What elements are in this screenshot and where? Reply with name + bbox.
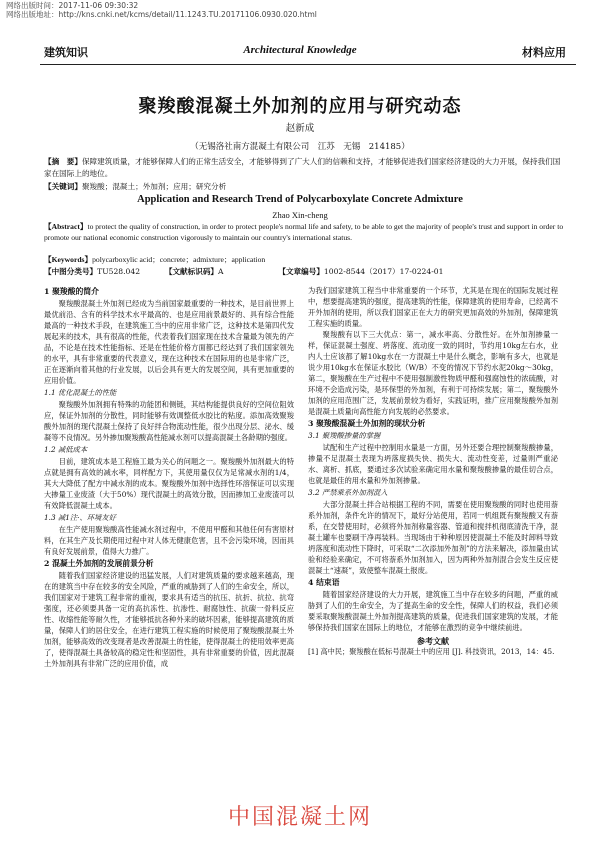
paragraph: 试配和生产过程中控制用水量是一方面，另外还要合理控制聚羧酸掺量，掺量不足混凝土表现为坍落度损失快、损失大、流动性变差，过量则严重泌水、离析、抓底，要通过多次试验来确定用水量和聚羧酸掺量的最佳切合点，也就是最佳的用水量和外加剂掺量。: [308, 443, 558, 485]
keywords-cn: [44, 181, 564, 192]
keywords-en-label: 【Keywords】: [44, 255, 93, 264]
header-rule: [40, 64, 576, 65]
publish-time: 网络出版时间：2017-11-06 09:30:32: [6, 1, 139, 10]
section-name: 材料应用: [522, 46, 566, 59]
paragraph: 大部分混凝土拌合站根据工程的不同，需要在使用聚羧酸的同时也使用萘系外加剂，条件允许的情况下，最好分站使用，若同一机组既有聚羧酸又有萘系，在交替使用时，必须将外加剂称量容器、管道和搅拌机彻底清洗干净，混凝土罐车也要刷干净再装料。当现场由于种种原因使混凝土不能及时卸料导致坍落度和流动性下降时，可采取“二次添加外加剂”的方法来解决，添加量由试验和经验来确定，不可将萘系外加剂加入，因为两种外加剂混合会发生反应使混凝土“速凝”，致使整车混凝土报废。: [308, 500, 558, 575]
affiliation: （无锡洛社南方混凝土有限公司 江苏 无锡 214185）: [190, 142, 410, 152]
paragraph: 在生产使用聚羧酸高性能减水剂过程中，不使用甲醛和其他任何有害原材料，在其生产及长期使用过程中对人体无健康危害，且不会污染环境，因而具有良好发展前景，值得大力推广。: [44, 525, 294, 556]
keywords-en: [44, 254, 564, 265]
paper-title-en: Application and Research Trend of Polycarboxylate Concrete Admixture: [137, 194, 463, 205]
abstract-cn-text: 保障建筑质量，才能够保障人们的正常生活安全，才能够得到了广大人们的信赖和支持，才能够促进我们国家经济建设的大力开展，保持我们国家在国际上的地位。: [44, 157, 561, 178]
abstract-en: [44, 222, 564, 243]
abstract-cn-label: 【摘 要】: [44, 157, 82, 166]
author: 赵新成: [285, 123, 315, 134]
paper-title: 聚羧酸混凝土外加剂的应用与研究动态: [138, 96, 462, 117]
journal-name-en: Architectural Knowledge: [243, 44, 357, 56]
subsection-heading: 3.1 聚羧酸掺量的掌握: [308, 431, 381, 440]
paragraph: 目前，建筑成本是工程施工最为关心的问题之一。聚羧酸外加剂最大的特点就是拥有高效的减水率，同样配方下，其使用量仅仅为足常减水剂的1/4，其大大降低了配方中减水剂的成本。聚羧酸外加剂中选择性环溶保证可以实现大掺量工业废渣（大于50%）现代混凝土的高效分散，因而掺加工业废渣可以有效降低混凝土成本。: [44, 457, 294, 510]
paragraph: 聚羧酸外加剂拥有特殊的功能团和侧链，其结构能提供良好的空间位阻效应，保证外加剂的分散性，同时能够有效调整低水胶比的粘度。添加高效聚羧酸外加剂的现代混凝土保持了良好拌合物流动性能，很少出现分层、泌水、缓凝等不良情况。另外掺加聚羧酸高性能减水剂可以提高混凝土各龄期的强度。: [44, 400, 294, 442]
subsection-heading: 3.2 严禁乘系外加剂混入: [308, 488, 388, 497]
keywords-en-text: polycarboxylic acid；concrete；admixture；application: [92, 255, 266, 264]
left-column: [44, 285, 294, 669]
abstract-en-label: 【Abstract】: [44, 222, 88, 231]
watermark: 中国混凝土网: [227, 805, 372, 830]
paragraph: 随着国家经济建设的大力开展，建筑施工当中存在较多的问题，严重的威胁到了人们的生命安全，为了提高生命的安全性，保障人们的权益，我们必须要采取聚羧酸混凝土外加剂提高建筑的质量，促进我们国家建筑的发展，才能够保持我们国家在国际上的地位，才能够在激烈的竞争中继续前进。: [308, 590, 558, 632]
doc-code-value: A: [218, 267, 224, 276]
subsection-heading: 1.2 减低成本: [44, 445, 88, 454]
subsection-heading: 1.3 减1注·、环境友好: [44, 513, 116, 522]
clc-label: 【中图分类号】: [44, 267, 98, 276]
paragraph: 为我们国家建筑工程当中非常重要的一个环节，尤其是在现在的国际发展过程中，想要提高建筑的强度，提高建筑的性能，保障建筑的使用寿命，已经离不开外加剂的使用，所以我们国家正在大力的研究更加高效的外加剂，保障建筑工程实施的质量。: [308, 286, 558, 328]
classification-line: [44, 266, 564, 277]
section-heading: 3 聚羧酸混凝土外加剂的现状分析: [308, 419, 426, 428]
right-column: [308, 285, 558, 658]
subsection-heading: 1.1 优化混凝土的性能: [44, 388, 117, 397]
paragraph: 聚羧酸有以下三大优点：第一，减水率高、分散性好。在外加剂掺量一样，保证混凝土强度、坍落度、流动度一致的同时，节约用10kg左右水，业内人士应该都了解10kg水在一方混凝土中是什么概念，影响有多大，也就是说少用10kg水在保证水胶比（W/B）不变的情况下节约水泥20kg～30kg，第二，聚羧酸在生产过程中不使用强制激性物质甲醛和强腐蚀性的浓硫酸，对环境不会造成污染，是环保型的外加剂，有利于可持续发展；第二，聚羧酸外加剂的应用范围广泛，发展前景较为看好，实践证明，推广应用聚羧酸外加剂是混凝土质量向高性能方向发展的必然要求。: [308, 330, 558, 416]
doc-code-label: 【文献标识码】: [164, 267, 219, 276]
abstract-cn: [44, 156, 564, 179]
author-en: Zhao Xin-cheng: [272, 210, 328, 220]
publication-info: [6, 1, 317, 19]
keywords-cn-label: 【关键词】: [44, 182, 82, 191]
section-heading: 1 聚羧酸的简介: [44, 287, 99, 296]
article-id-label: 【文章编号】: [278, 267, 324, 276]
section-heading: 2 混凝土外加剂的发展前景分析: [44, 559, 154, 568]
keywords-cn-text: 聚羧酸；混凝土；外加剂；应用；研究分析: [81, 182, 227, 191]
reference-item: [1] 高中民；聚羧酸在低标号混凝土中的应用 [J]. 科技资讯，2013，14：45.: [308, 647, 555, 656]
references-heading: 参考文献: [417, 636, 449, 646]
article-id-value: 1002-8544（2017）17-0224-01: [323, 267, 444, 276]
clc-value: TU528.042: [97, 267, 141, 276]
section-heading: 4 结束语: [308, 578, 340, 587]
publish-url: 网络出版地址：http://kns.cnki.net/kcms/detail/11.1243.TU.20171106.0930.020.html: [6, 10, 317, 19]
paragraph: 随着我们国家经济建设的迅猛发展，人们对建筑质量的要求越来越高，现在的建筑当中存在较多的安全风险，严重的威胁到了人们的生命安全，所以，我们国家对于建筑工程非常的重视，要求具有适当的抗压、抗折、抗拉、抗弯强度，还必须要具备一定的高抗冻性、抗渗性、耐腐蚀性、抗碳一骨料反应性、收缩性能等耐久性，才能够抵抗各种外来的破坏因素，能够提高建筑的质量，保障人们的居住安全，在进行建筑工程实施的时候使用了聚羧酸混凝土外加剂，能够高效的改变现者是改善混凝土的性能，使得混凝土的使用效率更高了，使得混凝土具备较高的稳定性和坚固性，具有非常重要的价值，因此混凝土外加剂具有非常广泛的应用价值，成: [44, 571, 294, 668]
paragraph: 聚羧酸混凝土外加剂已经成为当前国家最重要的一种技术，是目前世界上最优前沿、含有的科学技术水平最高的、也是应用前景最好的、具有综合性能最高的一种技术手段，在建筑施工当中的应用非常广泛，这种技术是第四代发展起来的技术，具有很高的性能，代表着我们国家现在技术含量最为领先的产品，不论是在技术性能指标、还是在性能价格方面都已经达到了我们国家领先的水平，具有非常重要的代表意义，现在这种技术在国际用的也是非常广泛，正在逐渐向着其他的行业发展，以后会具有更大的发展空间，具有更加重要的应用价值。: [44, 299, 294, 385]
journal-name-cn: 建筑知识: [44, 46, 88, 59]
abstract-en-text: to protect the quality of construction, in order to protect people's normal life and safety, to be able to get the majority of people's trust and support in order to promote our national economic construction vigorously to maintain our country's international status.: [44, 222, 564, 242]
